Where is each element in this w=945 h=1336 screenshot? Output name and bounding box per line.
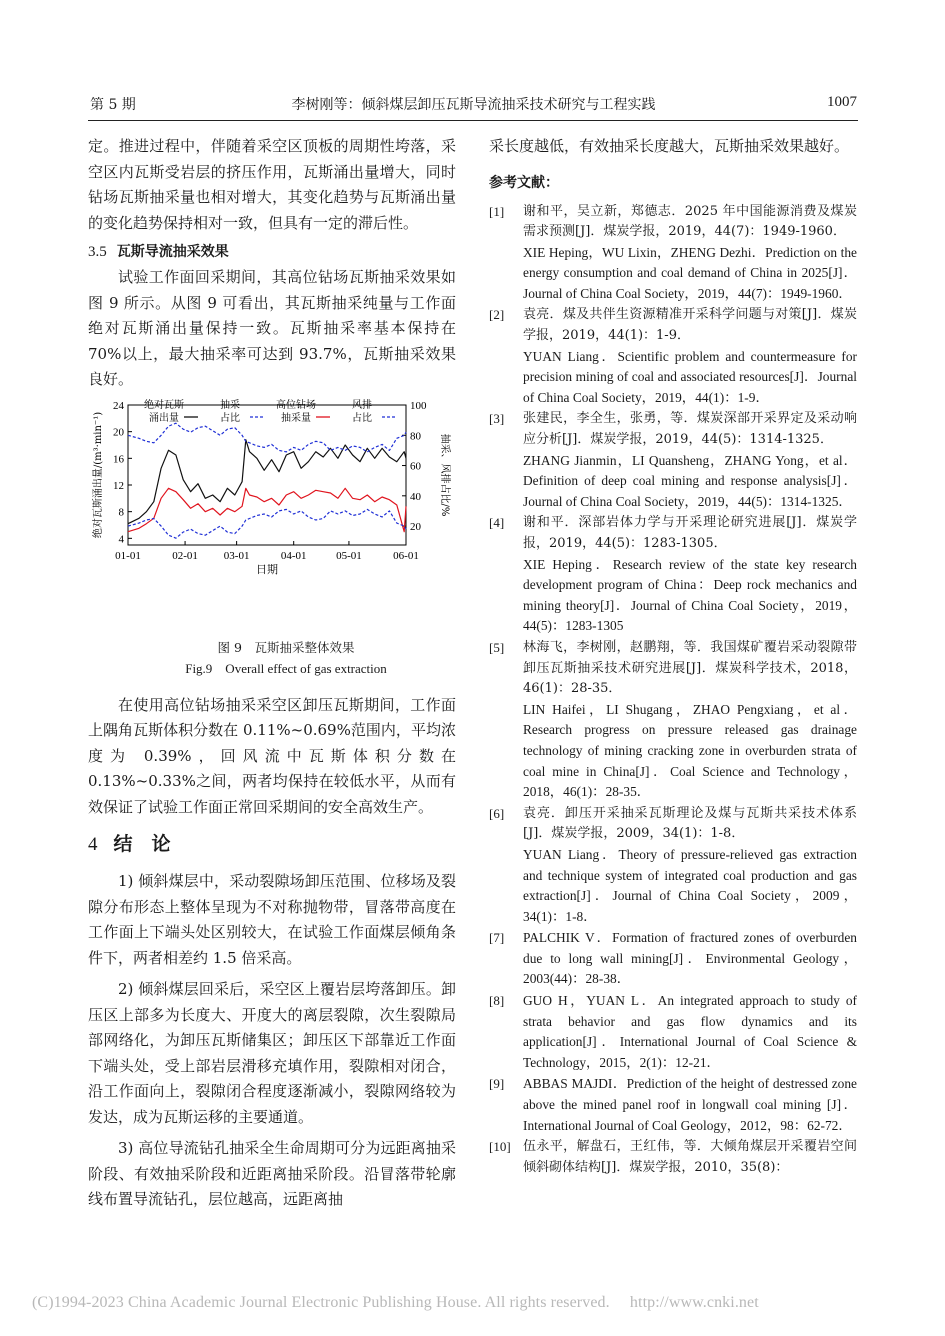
figure-9 [88,399,456,637]
issue-number: 第 5 期 [90,97,136,113]
reference-item [489,202,857,305]
reference-number: [9] [489,1076,505,1092]
reference-item [489,991,857,1073]
x-tick-label: 03-01 [223,549,250,562]
x-tick-label: 04-01 [280,549,307,562]
references-heading: 参考文献： [489,174,559,191]
reference-item [489,804,857,928]
y-left-axis-label: 绝对瓦斯涌出量/(m³·min⁻¹) [93,411,104,538]
legend-label-line: 绝对瓦斯 [144,399,184,411]
legend-label [352,399,372,424]
reference-number: [10] [489,1139,511,1155]
series-line-1 [128,423,406,452]
x-tick-label: 02-01 [172,549,198,562]
figure-caption-cn: 图 9 瓦斯抽采整体效果 [217,639,355,655]
section-number: 3.5 [88,244,107,260]
figure-caption-en: Fig.9 Overall effect of gas extraction [185,660,387,676]
y-left-tick-label: 16 [113,452,124,465]
conclusion-2: 2) 倾斜煤层回采后，采空区上覆岩层垮落卸压。卸压区上部多为长度大、开度大的离层裂隙，次生裂隙局部网络化，为卸压瓦斯储集区；卸压区下部靠近工作面下端头处，受上部岩层滑移充填作用，裂隙相对闭合，沿工作面向上，裂隙闭合程度逐渐减小，裂隙网络较为发达，成为瓦斯运移的主要通道。 [88,980,456,1126]
legend-label-line: 占比 [352,412,372,424]
x-axis-label: 日期 [256,562,278,576]
legend-label-line: 风排 [352,399,372,411]
x-tick-label: 06-01 [393,549,419,562]
y-right-tick-label: 20 [410,520,421,533]
reference-number: [3] [489,411,505,427]
reference-text-cn: 张建民，李全生，张勇，等．煤炭深部开采界定及采动响应分析[J]．煤炭学报，2019，44(5)：1314-1325． [523,411,857,448]
y-left-tick-label: 4 [118,532,124,545]
page-number: 1007 [827,94,857,110]
y-left-tick-label: 20 [113,426,124,439]
reference-text-en: ZHANG Jianmin，LI Quansheng，ZHANG Yong，et al．Definition of deep coal mining and response analysis[J]．Journal of China Coal Society，2019，44(5)：1314-1325． [523,452,857,509]
reference-item [489,1074,857,1136]
legend-label-line: 抽采 [220,399,240,411]
reference-number: [6] [489,805,505,821]
reference-text-cn: 谢和平．深部岩体力学与开采理论研究进展[J]．煤炭学报，2019，44(5)：1283-1305． [523,515,857,551]
reference-item [489,1137,857,1178]
reference-text-cn: 林海飞，李树刚，赵鹏翔，等．我国煤矿覆岩采动裂隙带卸压瓦斯抽采技术研究进展[J]．煤炭科学技术，2018，46(1)：28-35． [523,639,857,697]
reference-item [489,638,857,803]
paragraph-continuation: 采长度越低，有效抽采长度越大，瓦斯抽采效果越好。 [489,137,850,155]
reference-number: [1] [489,203,505,219]
section-number: 4 [88,834,98,855]
reference-number: [7] [489,930,505,946]
legend-label-line: 占比 [220,412,240,424]
reference-text-cn: 袁亮．卸压开采抽采瓦斯理论及煤与瓦斯共采技术体系[J]．煤炭学报，2009，34(1)：1-8． [523,805,857,842]
reference-text-en: GUO H，YUAN L．An integrated approach to study of strata behavior and gas flow dynamics and its application[J]．International Journal of Coal Science & Technology，2015，2(1)：12-21． [523,993,857,1070]
reference-text-cn: 袁亮．煤及共伴生资源精准开采科学问题与对策[J]．煤炭学报，2019，44(1)：1-9． [523,307,857,344]
y-right-tick-label: 100 [410,399,427,412]
section-title: 瓦斯导流抽采效果 [116,244,229,260]
reference-text-en: ABBAS MAJDI．Prediction of the height of destressed zone above the mined panel roof in longwall coal mining [J]．International Journal of Coal Geology，2012，98：62-72． [523,1076,857,1133]
reference-number: [8] [489,993,505,1009]
section-3-5-heading [88,238,456,265]
legend-label-line: 抽采量 [281,412,311,424]
reference-number: [2] [489,307,505,323]
left-column [88,134,456,1213]
y-left-tick-label: 24 [113,399,124,412]
section-4-heading [88,830,456,859]
conclusion-1: 1) 倾斜煤层中，采动裂隙场卸压范围、位移场及裂隙分布形态上整体呈现为不对称抛物带，冒落带高度在工作面上下端头处区别较大，在试验工作面煤层倾角条件下，两者相差约 1.5 倍采高。 [88,872,456,967]
reference-text-en: YUAN Liang．Scientific problem and countermeasure for precision mining of coal and associated resources[J]．Journal of China Coal Society，2019，44(1)：1-9． [523,348,857,405]
conclusion-3: 3) 高位导流钻孔抽采全生命周期可分为远距离抽采阶段、有效抽采阶段和近距离抽采阶段。沿冒落带轮廓线布置导流钻孔，层位越高，远距离抽 [88,1139,456,1208]
reference-text-en: LIN Haifei，LI Shugang，ZHAO Pengxiang，et al．Research progress on pressure released gas drainage technology of mining cracking zone in overburden strata of coal mine in China[J]．Coal Science and Technology，2018，46(1)：28-35． [523,701,857,800]
paragraph-continuation: 定。推进过程中，伴随着采空区顶板的周期性垮落，采空区内瓦斯受岩层的挤压作用，瓦斯涌出量增大，同时钻场瓦斯抽采量也相对增大，其变化趋势与瓦斯涌出量的变化趋势保持相对一致，但具有一定的滞后性。 [88,137,456,232]
reference-text-en: YUAN Liang．Theory of pressure-relieved gas extraction and technique system of integrated coal production and gas extraction[J]．Journal of China Coal Society，2009，34(1)：1-8． [523,846,857,924]
paragraph-extraction-effect: 试验工作面回采期间，其高位钻场瓦斯抽采效果如图 9 所示。从图 9 可看出，其瓦斯抽采纯量与工作面绝对瓦斯涌出量保持一致。瓦斯抽采率基本保持在 70%以上，最大抽采率可达到 93.7%，瓦斯抽采效果良好。 [88,268,456,388]
y-right-axis-label: 抽采、风排占比/% [439,433,450,516]
reference-text-en: XIE Heping．Research review of the state key research development program of China：Deep rock mechanics and mining theory[J]．Journal of China Coal Society，2019，44(5)：1283-1305 [523,556,857,634]
legend-label [144,399,184,424]
legend-label [276,399,316,424]
reference-item [489,513,857,637]
y-right-tick-label: 80 [410,429,421,442]
legend-label [220,399,240,424]
copyright-footer: (C)1994-2023 China Academic Journal Electronic Publishing House. All rights reserved. http://www.cnki.net [32,1294,759,1311]
reference-text-en: PALCHIK V．Formation of fractured zones of overburden due to long wall mining[J]．Environmental Geology，2003(44)：28-38． [523,930,857,987]
running-title: 李树刚等：倾斜煤层卸压瓦斯导流抽采技术研究与工程实践 [291,97,656,113]
reference-item [489,928,857,990]
paragraph-concentration: 在使用高位钻场抽采采空区卸压瓦斯期间，工作面上隅角瓦斯体积分数在 0.11%~0.69%范围内，平均浓度为 0.39%，回风流中瓦斯体积分数在 0.13%~0.33%之间，两者均保持在较低水平，从而有效保证了试验工作面正常回采期间的安全高效生产。 [88,695,456,816]
y-left-tick-label: 8 [118,506,124,519]
y-right-tick-label: 60 [410,460,421,473]
x-tick-label: 05-01 [336,549,362,562]
gas-extraction-chart [88,399,456,637]
reference-number: [4] [489,515,505,531]
reference-text-cn: 谢和平，吴立新，郑德志．2025 年中国能源消费及煤炭需求预测[J]．煤炭学报，2019，44(7)：1949-1960． [523,203,857,240]
y-left-tick-label: 12 [113,479,124,492]
reference-list [489,202,857,1179]
right-column [489,134,857,1179]
section-title: 结 论 [113,833,171,855]
series-line-3 [128,509,406,538]
reference-item [489,409,857,512]
header-rule [88,120,858,121]
reference-number: [5] [489,639,505,655]
reference-item [489,305,857,408]
running-header [90,94,857,118]
y-right-tick-label: 40 [410,490,421,503]
x-tick-label: 01-01 [115,549,141,562]
reference-text-cn: 伍永平，解盘石，王红伟，等．大倾角煤层开采覆岩空间倾斜砌体结构[J]．煤炭学报，2010，35(8)： [523,1139,857,1175]
legend-label-line: 高位钻场 [276,399,316,411]
legend-label-line: 涌出量 [149,412,179,424]
series-line-2 [128,488,406,531]
reference-text-en: XIE Heping，WU Lixin，ZHENG Dezhi．Prediction on the energy consumption and coal demand of China in 2025[J]．Journal of China Coal Society，2019，44(7)：1949-1960． [523,244,857,301]
